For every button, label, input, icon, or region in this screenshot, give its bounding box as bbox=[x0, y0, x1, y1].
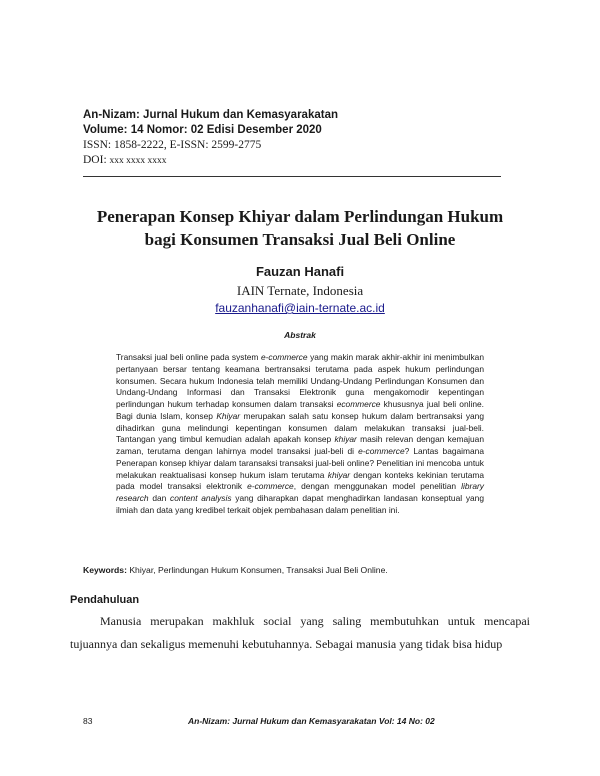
page-number: 83 bbox=[83, 716, 93, 726]
abstract-text: ? Lantas bagaimana Penerapan konsep khiyar dalam taransaksi transaksi jual-beli online? Penelitian ini mencoba untuk melakukan reaktualisasi konsep hukum islam terutama bbox=[116, 446, 484, 480]
abstract-paragraph bbox=[116, 352, 484, 517]
abstract-text: khususnya jual beli online. Bagi dunia Islam, konsep bbox=[116, 399, 484, 421]
section-heading: Pendahuluan bbox=[70, 594, 140, 606]
author-name: Fauzan Hanafi bbox=[255, 264, 345, 279]
article-title bbox=[60, 205, 540, 251]
abstract-term: content analysis bbox=[170, 493, 232, 503]
abstract-text: dan bbox=[148, 493, 171, 503]
keywords bbox=[83, 565, 523, 575]
journal-name: An-Nizam: Jurnal Hukum dan Kemasyarakatan bbox=[83, 109, 338, 121]
abstract-body bbox=[116, 352, 484, 517]
journal-header bbox=[83, 108, 523, 169]
email-link[interactable]: fauzanhanafi@iain-ternate.ac.id bbox=[215, 301, 385, 315]
title-line-2: bagi Konsumen Transaksi Jual Beli Online bbox=[144, 230, 456, 249]
abstract-text: dengan konteks kekinian terutama pada model transaksi elektronik bbox=[116, 469, 484, 492]
author-affiliation: IAIN Ternate, Indonesia bbox=[236, 283, 364, 298]
abstract-text: yang diharapkan dapat menghadirkan landasan konseptual yang ilmiah dan data yang kredibel terkait objek pembahasan dalam penelitian ini. bbox=[116, 493, 484, 515]
doi-value: xxx xxxx xxxx bbox=[109, 156, 167, 166]
abstract-term: Khiyar bbox=[216, 410, 241, 421]
keywords-value: Khiyar, Perlindungan Hukum Konsumen, Transaksi Jual Beli Online. bbox=[126, 565, 388, 575]
abstract-term: e-commerce bbox=[260, 352, 308, 362]
abstract-term: khiyar bbox=[327, 469, 351, 480]
abstract-term: library research bbox=[116, 481, 484, 503]
journal-volume: Volume: 14 Nomor: 02 Edisi Desember 2020 bbox=[83, 124, 322, 136]
abstract-term: ecommerce bbox=[336, 399, 381, 409]
abstract-text: Transaksi jual beli online pada system bbox=[116, 352, 261, 362]
journal-issn: ISSN: 1858-2222, E-ISSN: 2599-2775 bbox=[83, 139, 262, 151]
keywords-label: Keywords: bbox=[83, 565, 127, 575]
body-paragraph: Manusia merupakan makhluk social yang saling membutuhkan untuk mencapai tujuannya dan sekaligus memenuhi kebutuhannya. Sebagai manusia yang tidak bisa hidup bbox=[70, 614, 530, 651]
abstract-term: e-commerce bbox=[247, 481, 294, 492]
abstract-heading: Abstrak bbox=[284, 330, 316, 340]
header-divider bbox=[83, 176, 501, 177]
footer-journal-ref: An-Nizam: Jurnal Hukum dan Kemasyarakatan Vol: 14 No: 02 bbox=[188, 716, 435, 726]
abstract-text: yang makin marak akhir-akhir ini menimbulkan pertanyaan bersar tentang keamana bertransaksi terutama pada aspek hukum perlindungan konsumen. Secara hukum Indonesia telah memiliki Undang-Undang Perlindungan Konsumen dan Undang-Undang Informasi dan Transaksi Elektronik guna mengakomodir kepentingan perlindungan hukum terhadap konsumen dalam transaksi bbox=[116, 352, 484, 409]
abstract-text: masih relevan dengan kemajuan zaman, terutama dengan lahirnya model transaksi jual-beli di bbox=[116, 434, 484, 456]
doi-label: DOI: bbox=[83, 154, 107, 166]
author-email bbox=[0, 301, 600, 315]
abstract-text: merupakan salah satu konsep hukum dalam bertransaksi yang dihadirkan guna melindungi kepentingan konsumen dalam melakukan transaksi jual-beli. Tantangan yang timbul kemudian adalah apakah konsep bbox=[116, 410, 484, 445]
body-text bbox=[70, 610, 530, 656]
abstract-term: e-commerce bbox=[358, 446, 405, 456]
abstract-text: , dengan menggunakan model penelitian bbox=[293, 481, 462, 492]
title-line-1: Penerapan Konsep Khiyar dalam Perlindungan Hukum bbox=[96, 207, 504, 226]
abstract-term: khiyar bbox=[334, 434, 357, 445]
journal-doi bbox=[83, 153, 523, 169]
